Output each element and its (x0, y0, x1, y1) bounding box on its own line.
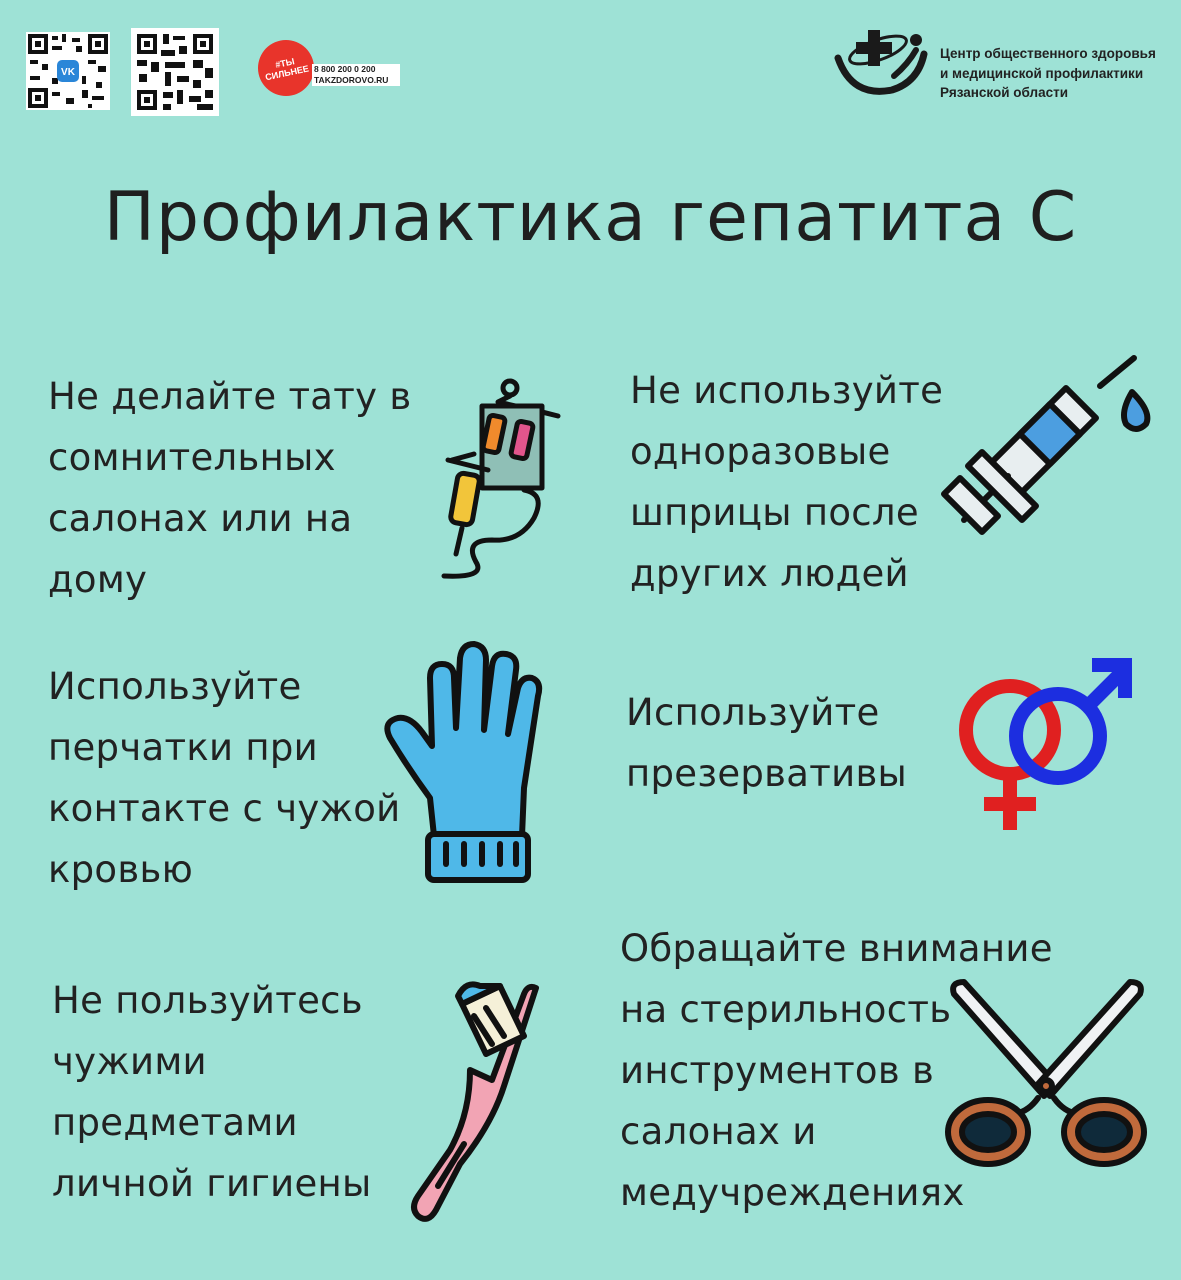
svg-text:VK: VK (61, 67, 75, 78)
scissors-illustration (944, 974, 1148, 1176)
qr-code-icon (131, 28, 219, 116)
tip-syringe: Не используйте одноразовые шприцы после других людей (630, 369, 944, 595)
tip-gloves: Используйте перчатки при контакте с чужой кровью (48, 665, 401, 891)
qr-code-2[interactable] (131, 28, 219, 116)
tattoo-machine-icon (434, 378, 564, 586)
tip-tattoo: Не делайте тату в сомнительных салонах или на дому (48, 375, 412, 601)
glove-illustration (384, 638, 544, 888)
org-logo (832, 20, 932, 102)
hotline-site: TAKZDOROVO.RU (314, 75, 389, 85)
glove-icon (384, 638, 544, 888)
hotline-phone: 8 800 200 0 200 (314, 64, 376, 74)
campaign-badge: #ТЫ СИЛЬНЕЕ (253, 35, 319, 101)
syringe-illustration (938, 352, 1152, 548)
scissors-icon (944, 974, 1148, 1176)
tip-condoms: Используйте презервативы (626, 691, 908, 795)
qr-code-vk[interactable] (26, 32, 110, 110)
medical-cross-logo-icon (832, 20, 932, 102)
page-title: Профилактика гепатита С (103, 178, 1078, 257)
syringe-icon (938, 352, 1152, 548)
toothbrush-illustration (400, 974, 550, 1226)
org-name: Центр общественного здоровья и медицинской профилактики Рязанской области (940, 46, 1156, 100)
toothbrush-icon (400, 974, 550, 1226)
gender-symbols-illustration (954, 654, 1134, 834)
hotline-block (312, 64, 400, 86)
tattoo-machine-illustration (434, 378, 564, 586)
tip-sterility: Обращайте внимание на стерильность инструментов в салонах и медучреждениях (620, 927, 1053, 1214)
qr-code-icon (26, 32, 110, 110)
gender-symbols-icon (954, 654, 1134, 834)
tip-hygiene: Не пользуйтесь чужими предметами личной гигиены (52, 979, 372, 1205)
